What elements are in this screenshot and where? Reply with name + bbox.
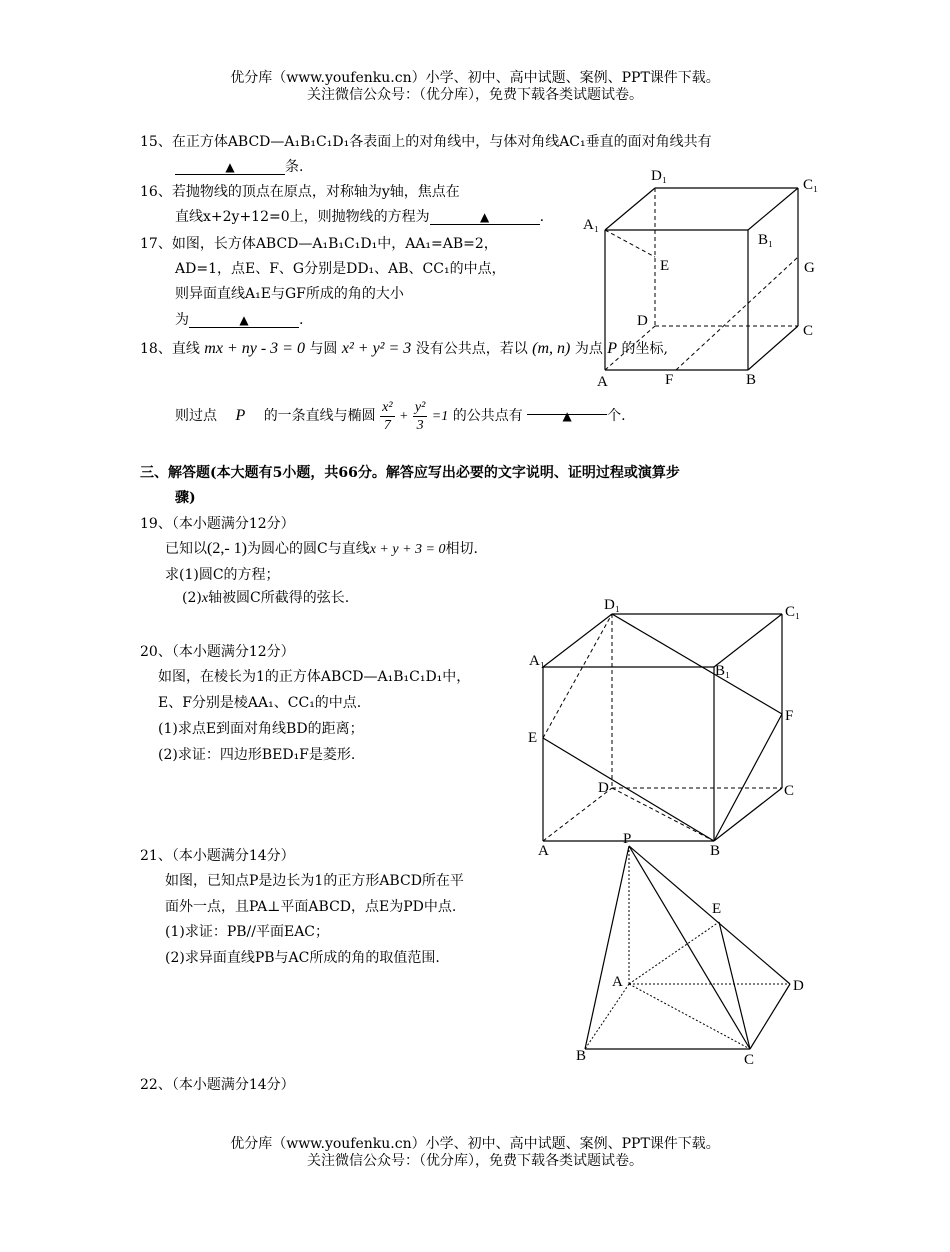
fig2-label-c1: C₁ xyxy=(785,604,801,620)
q18-mid1: 与圆 xyxy=(309,341,338,357)
q21-line4: (2)求异面直线PB与AC所成的角的取值范围. xyxy=(165,950,440,966)
fig3-edge-pb xyxy=(585,846,629,1049)
q20-line3: (1)求点E到面对角线BD的距离； xyxy=(158,721,364,737)
fig2-label-a1: A₁ xyxy=(529,653,546,669)
q16-suffix: . xyxy=(539,209,545,225)
fig2-label-e: E xyxy=(528,730,538,746)
q17-suffix: . xyxy=(299,312,304,328)
answer-mark-icon: ▲ xyxy=(562,409,572,423)
q18-ellipse-rhs: =1 xyxy=(431,409,449,424)
fig2-label-b: B xyxy=(710,843,721,859)
q21-line1: 如图，已知点P是边长为1的正方形ABCD所在平 xyxy=(165,873,464,889)
q19-line-equation: x + y + 3 = 0 xyxy=(369,542,446,557)
q18-point: (m, n) xyxy=(532,340,571,357)
q18-line2-prefix: 则过点 xyxy=(175,408,217,424)
fig1-label-c: C xyxy=(803,323,814,339)
fig2-label-c: C xyxy=(784,783,795,799)
fig2-label-a: A xyxy=(538,843,549,859)
q18-prefix: 18、直线 xyxy=(140,341,200,357)
q22-title: 22、（本小题满分14分） xyxy=(140,1077,295,1093)
q19-line1-suffix: 相切. xyxy=(445,541,478,557)
fig3-edge-pd xyxy=(629,846,790,984)
q21-title: 21、（本小题满分14分） xyxy=(140,848,295,864)
fig3-hidden-ac xyxy=(629,984,750,1049)
q18-suffix: 个. xyxy=(607,408,626,424)
page-header-line1: 优分库（www.youfenku.cn）小学、初中、高中试题、案例、PPT课件下载。 xyxy=(230,70,720,86)
q21-line3: (1)求证：PB//平面EAC； xyxy=(165,924,330,940)
fig1-label-e: E xyxy=(660,258,670,274)
q19-line3-suffix: 轴被圆C所截得的弦长. xyxy=(208,590,350,606)
q17-line4-text: 为 xyxy=(175,312,189,328)
q18-p-2: P xyxy=(235,407,246,424)
fig3-line-ec xyxy=(719,922,750,1049)
q15-line1: 15、在正方体ABCD—A₁B₁C₁D₁各表面上的对角线中，与体对角线AC₁垂直的面对角线共有 xyxy=(140,134,712,150)
fig2-label-d1: D₁ xyxy=(604,597,621,613)
fig1-label-g: G xyxy=(804,260,815,276)
answer-mark-icon: ▲ xyxy=(480,210,490,224)
fig3-label-a: A xyxy=(612,974,623,990)
q15-suffix: 条. xyxy=(285,159,304,175)
q18-mid4: 的坐标, xyxy=(621,341,668,357)
q19-center: (2,- 1) xyxy=(207,540,247,557)
q19-title: 19、（本小题满分12分） xyxy=(140,516,295,532)
q18-ellipse-term1: $\frac{\text{x²}}{7}$ xyxy=(382,399,393,433)
q17-line2: AD=1，点E、F、G分别是DD₁、AB、CC₁的中点， xyxy=(175,261,506,277)
section3-line2: 骤) xyxy=(175,490,196,506)
section3-line1: 三、解答题(本大题有5小题，共66分。解答应写出必要的文字说明、证明过程或演算步 xyxy=(140,465,680,481)
q19-line3-prefix: (2) xyxy=(182,590,202,606)
fig3-label-c: C xyxy=(744,1052,755,1068)
q19-line1-prefix: 已知以 xyxy=(165,541,207,557)
q20-line4: (2)求证：四边形BED₁F是菱形. xyxy=(158,747,356,763)
fig3-edge-cd xyxy=(750,984,790,1049)
fig2-label-b1: B₁ xyxy=(715,663,731,679)
q18-line-equation: mx + ny - 3 = 0 xyxy=(204,340,305,357)
q20-line1: 如图，在棱长为1的正方体ABCD—A₁B₁C₁D₁中， xyxy=(158,669,471,685)
q18-ellipse-term2: $\frac{\text{y²}}{3}$ xyxy=(414,399,426,433)
q17-line3: 则异面直线A₁E与GF所成的角的大小 xyxy=(175,286,404,302)
q18-plus: + xyxy=(399,409,409,424)
q20-title: 20、（本小题满分12分） xyxy=(140,644,295,660)
q17-line1: 17、如图，长方体ABCD—A₁B₁C₁D₁中，AA₁=AB=2， xyxy=(140,236,498,252)
fig1-label-a: A xyxy=(597,374,608,390)
fig1-label-c1: C₁ xyxy=(803,177,819,193)
q18-mid2: 没有公共点，若以 xyxy=(415,341,528,357)
fig3-edge-pc xyxy=(629,846,750,1049)
q18-circle-equation: x² + y² = 3 xyxy=(341,340,412,357)
answer-mark-icon: ▲ xyxy=(225,160,235,174)
fig3-label-e: E xyxy=(712,901,722,917)
fig3-label-b: B xyxy=(576,1048,587,1064)
answer-mark-icon: ▲ xyxy=(239,313,249,327)
fig1-label-b: B xyxy=(746,372,757,388)
fig1-label-f: F xyxy=(665,372,674,388)
q16-line2-text: 直线x+2y+12=0上，则抛物线的方程为 xyxy=(175,209,430,225)
q18-p: P xyxy=(607,340,618,357)
fig1-label-b1: B₁ xyxy=(758,232,774,248)
q19-line2: 求(1)圆C的方程； xyxy=(165,567,280,583)
q21-line2: 面外一点，且PA⊥平面ABCD，点E为PD中点. xyxy=(165,899,457,915)
fig3-label-p: P xyxy=(623,831,632,847)
fig3-label-d: D xyxy=(793,978,804,994)
fig1-label-a1: A₁ xyxy=(583,217,600,233)
q18-line2-after: 的公共点有 xyxy=(452,408,523,424)
q16-line1: 16、若抛物线的顶点在原点，对称轴为y轴，焦点在 xyxy=(140,184,460,200)
q19-line1-mid: 为圆心的圆C与直线 xyxy=(246,541,370,557)
fig2-label-f: F xyxy=(785,708,794,724)
page-header-line2: 关注微信公众号：（优分库），免费下载各类试题试卷。 xyxy=(307,87,643,103)
fig1-label-d: D xyxy=(637,313,648,329)
page-footer-line2: 关注微信公众号：（优分库），免费下载各类试题试卷。 xyxy=(307,1153,643,1169)
q20-line2: E、F分别是棱AA₁、CC₁的中点. xyxy=(158,695,362,711)
fig1-label-d1: D₁ xyxy=(651,168,668,184)
page-footer-line1: 优分库（www.youfenku.cn）小学、初中、高中试题、案例、PPT课件下载。 xyxy=(230,1136,720,1152)
fig2-label-d: D xyxy=(598,780,609,796)
q18-line2-mid: 的一条直线与椭圆 xyxy=(263,408,376,424)
q18-mid3: 为点 xyxy=(574,341,603,357)
q19-x-axis: x xyxy=(201,591,209,606)
